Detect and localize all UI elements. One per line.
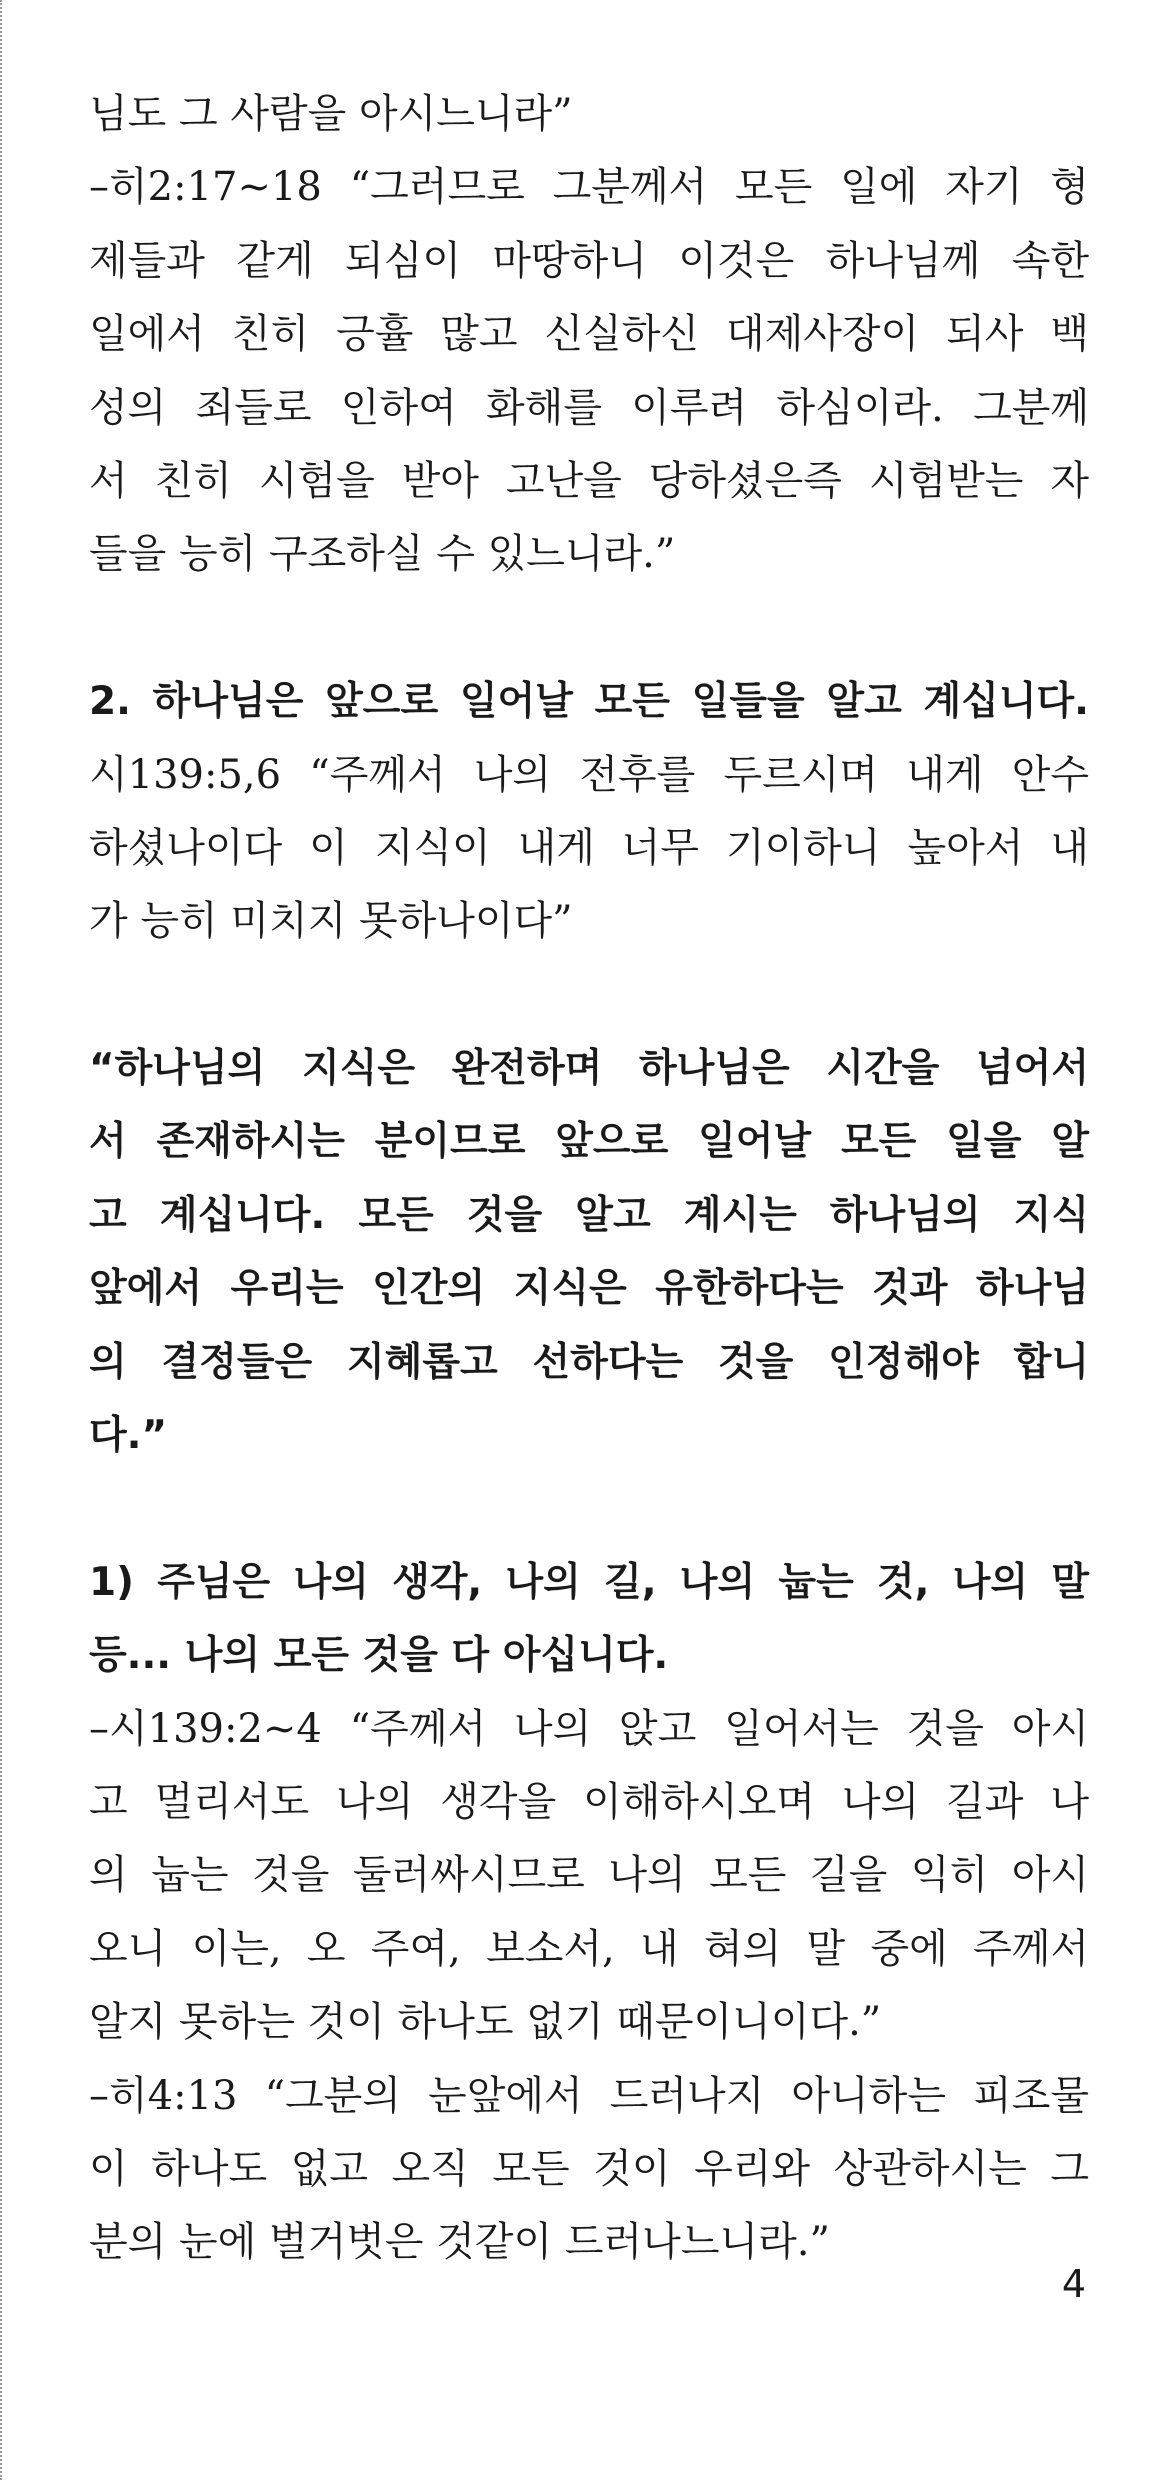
bold-text-line: 2. 하나님은 앞으로 일어날 모든 일들을 알고 계십니다. (89, 679, 1089, 725)
text-line: 시139:5,6 “주께서 나의 전후를 두르시며 내게 안수 (89, 751, 1089, 798)
document-page (89, 78, 1089, 2280)
bold-text-line: 서 존재하시는 분이므로 앞으로 일어날 모든 일을 알 (89, 1119, 1089, 1165)
bold-text-line: 1) 주님은 나의 생각, 나의 길, 나의 눕는 것, 나의 말 (89, 1559, 1089, 1605)
text-line: 이 하나도 없고 오직 모든 것이 우리와 상관하시는 그 (89, 2145, 1089, 2192)
text-line: 알지 못하는 것이 하나도 없기 때문이니이다.” (89, 1999, 882, 2046)
text-line: 들을 능히 구조하실 수 있느니라.” (89, 531, 676, 578)
bold-text-line: 앞에서 우리는 인간의 지식은 유한하다는 것과 하나님 (89, 1266, 1089, 1312)
text-line: –시139:2~4 “주께서 나의 앉고 일어서는 것을 아시 (89, 1705, 1089, 1752)
bold-text-line: “하나님의 지식은 완전하며 하나님은 시간을 넘어서 (89, 1046, 1089, 1092)
page-edge-dotted-border (0, 0, 2, 2480)
text-line: 의 눕는 것을 둘러싸시므로 나의 모든 길을 익히 아시 (89, 1852, 1089, 1899)
paragraph-gap (89, 592, 1089, 665)
bold-text-line: 고 계십니다. 모든 것을 알고 계시는 하나님의 지식 (89, 1192, 1089, 1238)
text-line: 가 능히 미치지 못하나이다” (89, 898, 573, 945)
text-line: 고 멀리서도 나의 생각을 이해하시오며 나의 길과 나 (89, 1778, 1089, 1825)
text-line: 하셨나이다 이 지식이 내게 너무 기이하니 높아서 내 (89, 824, 1089, 871)
text-line: 성의 죄들로 인하여 화해를 이루려 하심이라. 그분께 (89, 384, 1089, 431)
bold-text-line: 등... 나의 모든 것을 다 아십니다. (89, 1633, 669, 1679)
text-line: –히4:13 “그분의 눈앞에서 드러나지 아니하는 피조물 (89, 2072, 1089, 2119)
text-line: 오니 이는, 오 주여, 보소서, 내 혀의 말 중에 주께서 (89, 1925, 1089, 1972)
text-line: 서 친히 시험을 받아 고난을 당하셨은즉 시험받는 자 (89, 457, 1089, 504)
page-number: 4 (1061, 2262, 1086, 2306)
text-line: 님도 그 사람을 아시느니라” (89, 91, 573, 137)
paragraph-gap (89, 959, 1089, 1032)
bold-text-line: 다.” (89, 1413, 168, 1459)
text-line: 일에서 친히 긍휼 많고 신실하신 대제사장이 되사 백 (89, 311, 1089, 358)
text-line: 제들과 같게 되심이 마땅하니 이것은 하나님께 속한 (89, 237, 1089, 284)
text-line: 분의 눈에 벌거벗은 것같이 드러나느니라.” (89, 2219, 830, 2266)
paragraph-gap (89, 1472, 1089, 1545)
bold-text-line: 의 결정들은 지혜롭고 선하다는 것을 인정해야 합니 (89, 1339, 1089, 1385)
text-line: –히2:17~18 “그러므로 그분께서 모든 일에 자기 형 (89, 164, 1089, 211)
